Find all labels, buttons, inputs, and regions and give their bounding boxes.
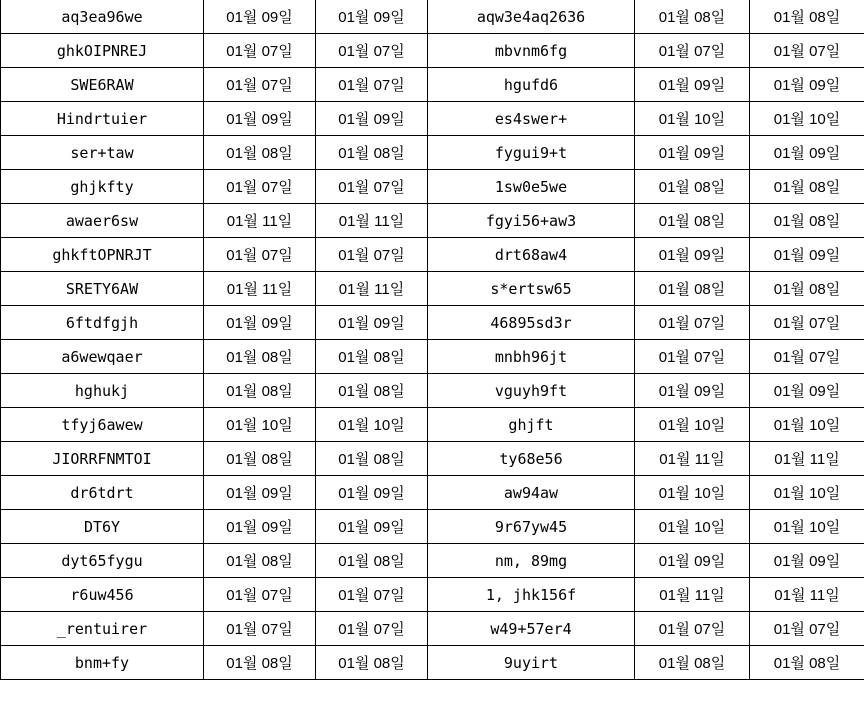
cell-date-4: 01월 08일 xyxy=(750,204,864,238)
cell-code: fygui9+t xyxy=(428,136,635,170)
cell-date-2: 01월 09일 xyxy=(316,476,428,510)
cell-code: 9uyirt xyxy=(428,646,635,680)
cell-date-4: 01월 10일 xyxy=(750,510,864,544)
cell-date-3: 01월 10일 xyxy=(635,102,750,136)
cell-date-1: 01월 08일 xyxy=(204,374,316,408)
cell-code: 1, jhk156f xyxy=(428,578,635,612)
cell-date-3: 01월 07일 xyxy=(635,306,750,340)
table-row xyxy=(1,374,864,408)
cell-code: mbvnm6fg xyxy=(428,34,635,68)
cell-date-2: 01월 07일 xyxy=(316,170,428,204)
table-row xyxy=(1,408,864,442)
cell-code: aw94aw xyxy=(428,476,635,510)
cell-code: aqw3e4aq2636 xyxy=(428,0,635,34)
cell-date-4: 01월 09일 xyxy=(750,238,864,272)
cell-date-4: 01월 09일 xyxy=(750,544,864,578)
cell-date-3: 01월 08일 xyxy=(635,0,750,34)
table-row xyxy=(1,646,864,680)
table-row xyxy=(1,306,864,340)
cell-date-1: 01월 09일 xyxy=(204,306,316,340)
cell-date-1: 01월 07일 xyxy=(204,238,316,272)
cell-name: DT6Y xyxy=(1,510,204,544)
cell-code: mnbh96jt xyxy=(428,340,635,374)
cell-date-4: 01월 09일 xyxy=(750,68,864,102)
cell-date-3: 01월 07일 xyxy=(635,34,750,68)
cell-date-1: 01월 07일 xyxy=(204,578,316,612)
cell-date-1: 01월 08일 xyxy=(204,340,316,374)
cell-date-2: 01월 07일 xyxy=(316,238,428,272)
cell-code: drt68aw4 xyxy=(428,238,635,272)
table-row xyxy=(1,578,864,612)
cell-code: vguyh9ft xyxy=(428,374,635,408)
cell-date-2: 01월 09일 xyxy=(316,0,428,34)
table-row xyxy=(1,476,864,510)
cell-date-1: 01월 11일 xyxy=(204,272,316,306)
cell-name: aq3ea96we xyxy=(1,0,204,34)
cell-name: ghjkfty xyxy=(1,170,204,204)
table-row xyxy=(1,612,864,646)
cell-date-2: 01월 07일 xyxy=(316,612,428,646)
cell-date-4: 01월 07일 xyxy=(750,340,864,374)
table-row xyxy=(1,442,864,476)
table-row xyxy=(1,136,864,170)
cell-date-1: 01월 11일 xyxy=(204,204,316,238)
cell-code: 9r67yw45 xyxy=(428,510,635,544)
cell-date-1: 01월 07일 xyxy=(204,170,316,204)
cell-code: ty68e56 xyxy=(428,442,635,476)
table-row xyxy=(1,0,864,34)
cell-date-2: 01월 09일 xyxy=(316,102,428,136)
cell-code: 1sw0e5we xyxy=(428,170,635,204)
cell-date-2: 01월 08일 xyxy=(316,136,428,170)
cell-name: a6wewqaer xyxy=(1,340,204,374)
cell-date-3: 01월 09일 xyxy=(635,136,750,170)
cell-code: ghjft xyxy=(428,408,635,442)
table-row xyxy=(1,340,864,374)
cell-date-4: 01월 07일 xyxy=(750,306,864,340)
cell-date-4: 01월 07일 xyxy=(750,34,864,68)
cell-code: 46895sd3r xyxy=(428,306,635,340)
cell-name: bnm+fy xyxy=(1,646,204,680)
cell-date-2: 01월 11일 xyxy=(316,204,428,238)
cell-date-3: 01월 09일 xyxy=(635,544,750,578)
table-row xyxy=(1,170,864,204)
cell-name: r6uw456 xyxy=(1,578,204,612)
cell-date-4: 01월 08일 xyxy=(750,272,864,306)
cell-date-1: 01월 07일 xyxy=(204,68,316,102)
cell-name: ghkftOPNRJT xyxy=(1,238,204,272)
cell-date-3: 01월 10일 xyxy=(635,510,750,544)
cell-name: ser+taw xyxy=(1,136,204,170)
table-row xyxy=(1,204,864,238)
cell-name: ghkOIPNREJ xyxy=(1,34,204,68)
cell-name: _rentuirer xyxy=(1,612,204,646)
cell-date-2: 01월 08일 xyxy=(316,374,428,408)
cell-date-4: 01월 09일 xyxy=(750,136,864,170)
table-row xyxy=(1,34,864,68)
table-row xyxy=(1,102,864,136)
cell-date-4: 01월 08일 xyxy=(750,646,864,680)
cell-name: JIORRFNMTOI xyxy=(1,442,204,476)
cell-date-4: 01월 10일 xyxy=(750,408,864,442)
cell-date-2: 01월 07일 xyxy=(316,34,428,68)
cell-date-2: 01월 08일 xyxy=(316,442,428,476)
cell-name: Hindrtuier xyxy=(1,102,204,136)
cell-date-3: 01월 08일 xyxy=(635,204,750,238)
table-row xyxy=(1,544,864,578)
cell-date-2: 01월 10일 xyxy=(316,408,428,442)
cell-code: nm, 89mg xyxy=(428,544,635,578)
cell-date-4: 01월 07일 xyxy=(750,612,864,646)
cell-code: hgufd6 xyxy=(428,68,635,102)
cell-date-2: 01월 08일 xyxy=(316,544,428,578)
cell-code: fgyi56+aw3 xyxy=(428,204,635,238)
cell-date-4: 01월 11일 xyxy=(750,578,864,612)
cell-date-2: 01월 09일 xyxy=(316,306,428,340)
cell-date-2: 01월 07일 xyxy=(316,578,428,612)
cell-date-4: 01월 10일 xyxy=(750,476,864,510)
cell-name: dyt65fygu xyxy=(1,544,204,578)
cell-date-2: 01월 09일 xyxy=(316,510,428,544)
cell-date-1: 01월 09일 xyxy=(204,102,316,136)
cell-date-3: 01월 11일 xyxy=(635,442,750,476)
cell-date-1: 01월 08일 xyxy=(204,544,316,578)
cell-date-1: 01월 08일 xyxy=(204,136,316,170)
cell-date-3: 01월 11일 xyxy=(635,578,750,612)
cell-date-3: 01월 10일 xyxy=(635,408,750,442)
cell-date-1: 01월 08일 xyxy=(204,646,316,680)
cell-date-3: 01월 08일 xyxy=(635,272,750,306)
cell-date-4: 01월 10일 xyxy=(750,102,864,136)
cell-date-3: 01월 10일 xyxy=(635,476,750,510)
cell-date-4: 01월 08일 xyxy=(750,170,864,204)
cell-date-2: 01월 07일 xyxy=(316,68,428,102)
cell-date-3: 01월 08일 xyxy=(635,646,750,680)
cell-date-3: 01월 09일 xyxy=(635,68,750,102)
cell-date-1: 01월 09일 xyxy=(204,510,316,544)
cell-date-4: 01월 09일 xyxy=(750,374,864,408)
cell-date-1: 01월 09일 xyxy=(204,0,316,34)
table-row xyxy=(1,510,864,544)
cell-date-1: 01월 10일 xyxy=(204,408,316,442)
cell-date-2: 01월 08일 xyxy=(316,340,428,374)
cell-code: s*ertsw65 xyxy=(428,272,635,306)
cell-date-3: 01월 09일 xyxy=(635,374,750,408)
cell-name: 6ftdfgjh xyxy=(1,306,204,340)
cell-code: w49+57er4 xyxy=(428,612,635,646)
cell-date-3: 01월 07일 xyxy=(635,612,750,646)
cell-date-3: 01월 07일 xyxy=(635,340,750,374)
cell-date-1: 01월 09일 xyxy=(204,476,316,510)
table-row xyxy=(1,68,864,102)
cell-code: es4swer+ xyxy=(428,102,635,136)
table-row xyxy=(1,272,864,306)
table-row xyxy=(1,238,864,272)
cell-name: awaer6sw xyxy=(1,204,204,238)
cell-name: tfyj6awew xyxy=(1,408,204,442)
cell-name: hghukj xyxy=(1,374,204,408)
cell-name: SRETY6AW xyxy=(1,272,204,306)
cell-date-4: 01월 08일 xyxy=(750,0,864,34)
cell-date-4: 01월 11일 xyxy=(750,442,864,476)
cell-name: SWE6RAW xyxy=(1,68,204,102)
cell-name: dr6tdrt xyxy=(1,476,204,510)
cell-date-1: 01월 08일 xyxy=(204,442,316,476)
cell-date-3: 01월 08일 xyxy=(635,170,750,204)
cell-date-1: 01월 07일 xyxy=(204,34,316,68)
cell-date-2: 01월 11일 xyxy=(316,272,428,306)
cell-date-2: 01월 08일 xyxy=(316,646,428,680)
cell-date-3: 01월 09일 xyxy=(635,238,750,272)
cell-date-1: 01월 07일 xyxy=(204,612,316,646)
